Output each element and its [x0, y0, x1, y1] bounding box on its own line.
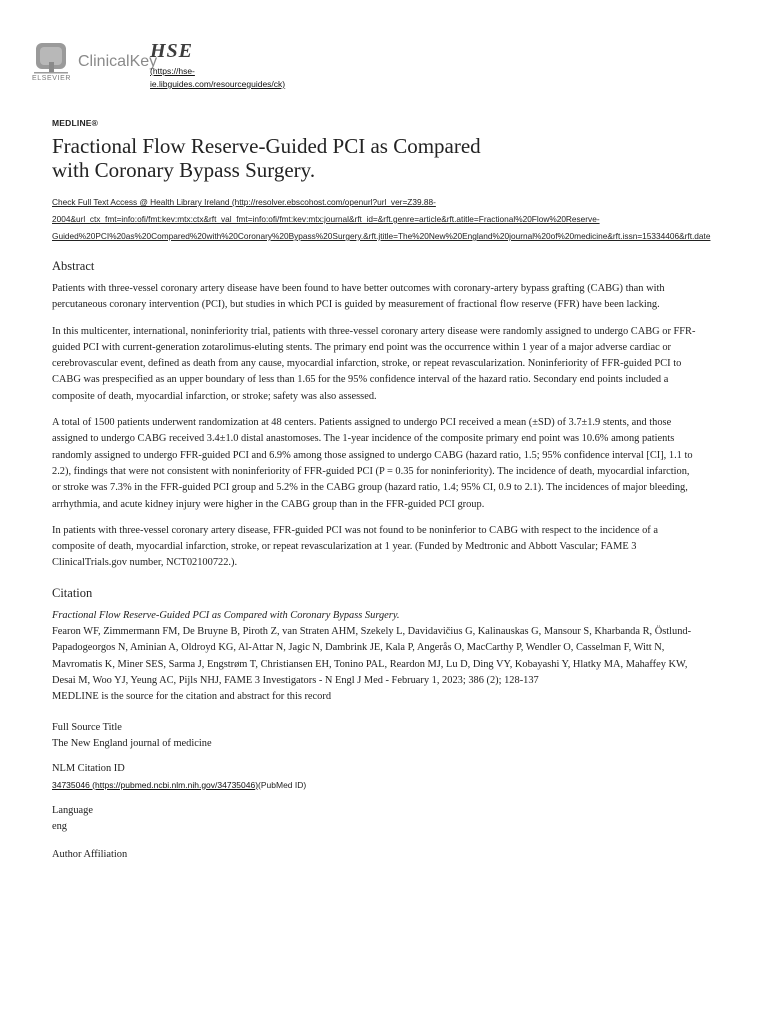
citation-block — [52, 608, 707, 706]
author-affiliation-label: Author Affiliation — [52, 848, 128, 860]
language-label: Language — [52, 804, 93, 816]
abstract-background: Patients with three-vessel coronary artery disease have been found to have better outcomes with coronary-artery bypass grafting (CABG) than with percutaneous coronary intervention (PCI), but studies in which PCI is guided by measurement of fractional flow reserve (FFR) have been lacking. — [52, 283, 665, 311]
hse-link-line2[interactable]: ie.libguides.com/resourceguides/ck) — [150, 79, 286, 89]
pubmed-link[interactable]: 34735046 (https://pubmed.ncbi.nlm.nih.gov/34735046) — [52, 779, 259, 790]
hse-link-line1[interactable]: (https://hse- — [150, 66, 195, 76]
language-value: eng — [52, 820, 68, 832]
access-link-line1[interactable]: Check Full Text Access @ Health Library Ireland (http://resolver.ebscohost.com/openurl?url_ver=Z39.88- — [52, 197, 436, 207]
clinicalkey-logo[interactable]: ClinicalKey — [78, 53, 158, 70]
abstract-methods: In this multicenter, international, noninferiority trial, patients with three-vessel coronary artery disease were randomly assigned to undergo CABG or FFR-guided PCI with current-generation zotarolimus-eluting stents. The primary end point was the occurrence within 1 year of a major adverse cardiac or cerebrovascular event, defined as death from any cause, myocardial infarction, stroke, or repeat revascularization. Noninferiority of FFR-guided PCI to CABG was prespecified as an upper boundary of less than 1.65 for the 95% confidence interval of the hazard ratio. Secondary end points included a composite of death, myocardial infarction, or stroke; safety was also assessed. — [52, 325, 696, 402]
source-label: MEDLINE® — [52, 118, 99, 128]
citation-heading: Citation — [52, 585, 93, 600]
citation-authors: Fearon WF, Zimmermann FM, De Bruyne B, Piroth Z, van Straten AHM, Szekely L, Davidavičius G, Kalinauskas G, Mansour S, Kharbanda R, Östlund-Papadogeorgos N, Aminian A, Oldroyd KG, Al-Attar N, Jagic N, Dambrink JE, Kala P, Angerås O, MacCarthy P, Wendler O, Casselman F, Witt N, Mavromatis K, Miner SES, Sarma J, Engstrøm T, Christiansen EH, Tonino PAL, Reardon MJ, Lu D, Ding VY, Kobayashi Y, Hlatky MA, Mahaffey KW, Desai M, Woo YJ, Yeung AC, Pijls NHJ, FAME 3 Investigators - N Engl J Med - February 1, 2023; 386 (2); 128-137 — [52, 626, 692, 686]
full-source-title-label: Full Source Title — [52, 721, 122, 733]
abstract-heading: Abstract — [52, 259, 95, 273]
full-text-access-link[interactable] — [52, 194, 752, 245]
hse-link[interactable] — [150, 65, 285, 91]
access-link-line3[interactable]: Guided%20PCI%20as%20Compared%20with%20Coronary%20Bypass%20Surgery.&rft.jtitle=The%20New%20England%20journal%20of%20medicine&rft.issn=15334406&rft.date — [52, 231, 711, 241]
hse-logo[interactable]: HSE — [150, 40, 194, 62]
full-source-title-value: The New England journal of medicine — [52, 737, 212, 749]
abstract-results: A total of 1500 patients underwent randomization at 48 centers. Patients assigned to undergo PCI received a mean (±SD) of 3.7±1.9 stents, and those assigned to undergo CABG received 3.4±1.0 distal anastomoses. The 1-year incidence of the composite primary end point was 10.6% among patients randomly assigned to undergo FFR-guided PCI and 6.9% among those assigned to undergo CABG (hazard ratio, 1.5; 95% confidence interval [CI], 1.1 to 2.2), findings that were not consistent with noninferiority of FFR-guided PCI (P = 0.35 for noninferiority). The incidence of death, myocardial infarction, or stroke was 7.3% in the FFR-guided PCI group and 5.2% in the CABG group (hazard ratio, 1.4; 95% CI, 0.9 to 2.1). The incidences of major bleeding, arrhythmia, and acute kidney injury were higher in the CABG group than in the FFR-guided PCI group. — [52, 417, 693, 510]
citation-source-note: MEDLINE is the source for the citation and abstract for this record — [52, 691, 332, 703]
header — [30, 40, 360, 100]
elsevier-label: ELSEVIER — [32, 75, 72, 82]
citation-title: Fractional Flow Reserve-Guided PCI as Compared with Coronary Bypass Surgery. — [52, 609, 400, 621]
article — [52, 118, 752, 863]
nlm-citation-id-label: NLM Citation ID — [52, 762, 125, 774]
nlm-citation-id-value — [52, 777, 752, 794]
abstract-conclusions: In patients with three-vessel coronary artery disease, FFR-guided PCI was not found to be noninferior to CABG with respect to the incidence of a composite of death, myocardial infarction, stroke, or repeat revascularization at 1 year. (Funded by Medtronic and Abbott Vascular; FAME 3 ClinicalTrials.gov number, NCT02100722.). — [52, 524, 658, 569]
access-link-line2[interactable]: 2004&url_ctx_fmt=info:ofi/fmt:kev:mtx:ctx&rft_val_fmt=info:ofi/fmt:kev:mtx:journal&rft_id=&rft.genre=article&rft.atitle=Fractional%20Flow%20Reserve- — [52, 214, 600, 224]
pubmed-id-suffix: (PubMed ID) — [258, 779, 307, 790]
page-title: Fractional Flow Reserve-Guided PCI as Compared with Coronary Bypass Surgery. — [52, 134, 481, 182]
